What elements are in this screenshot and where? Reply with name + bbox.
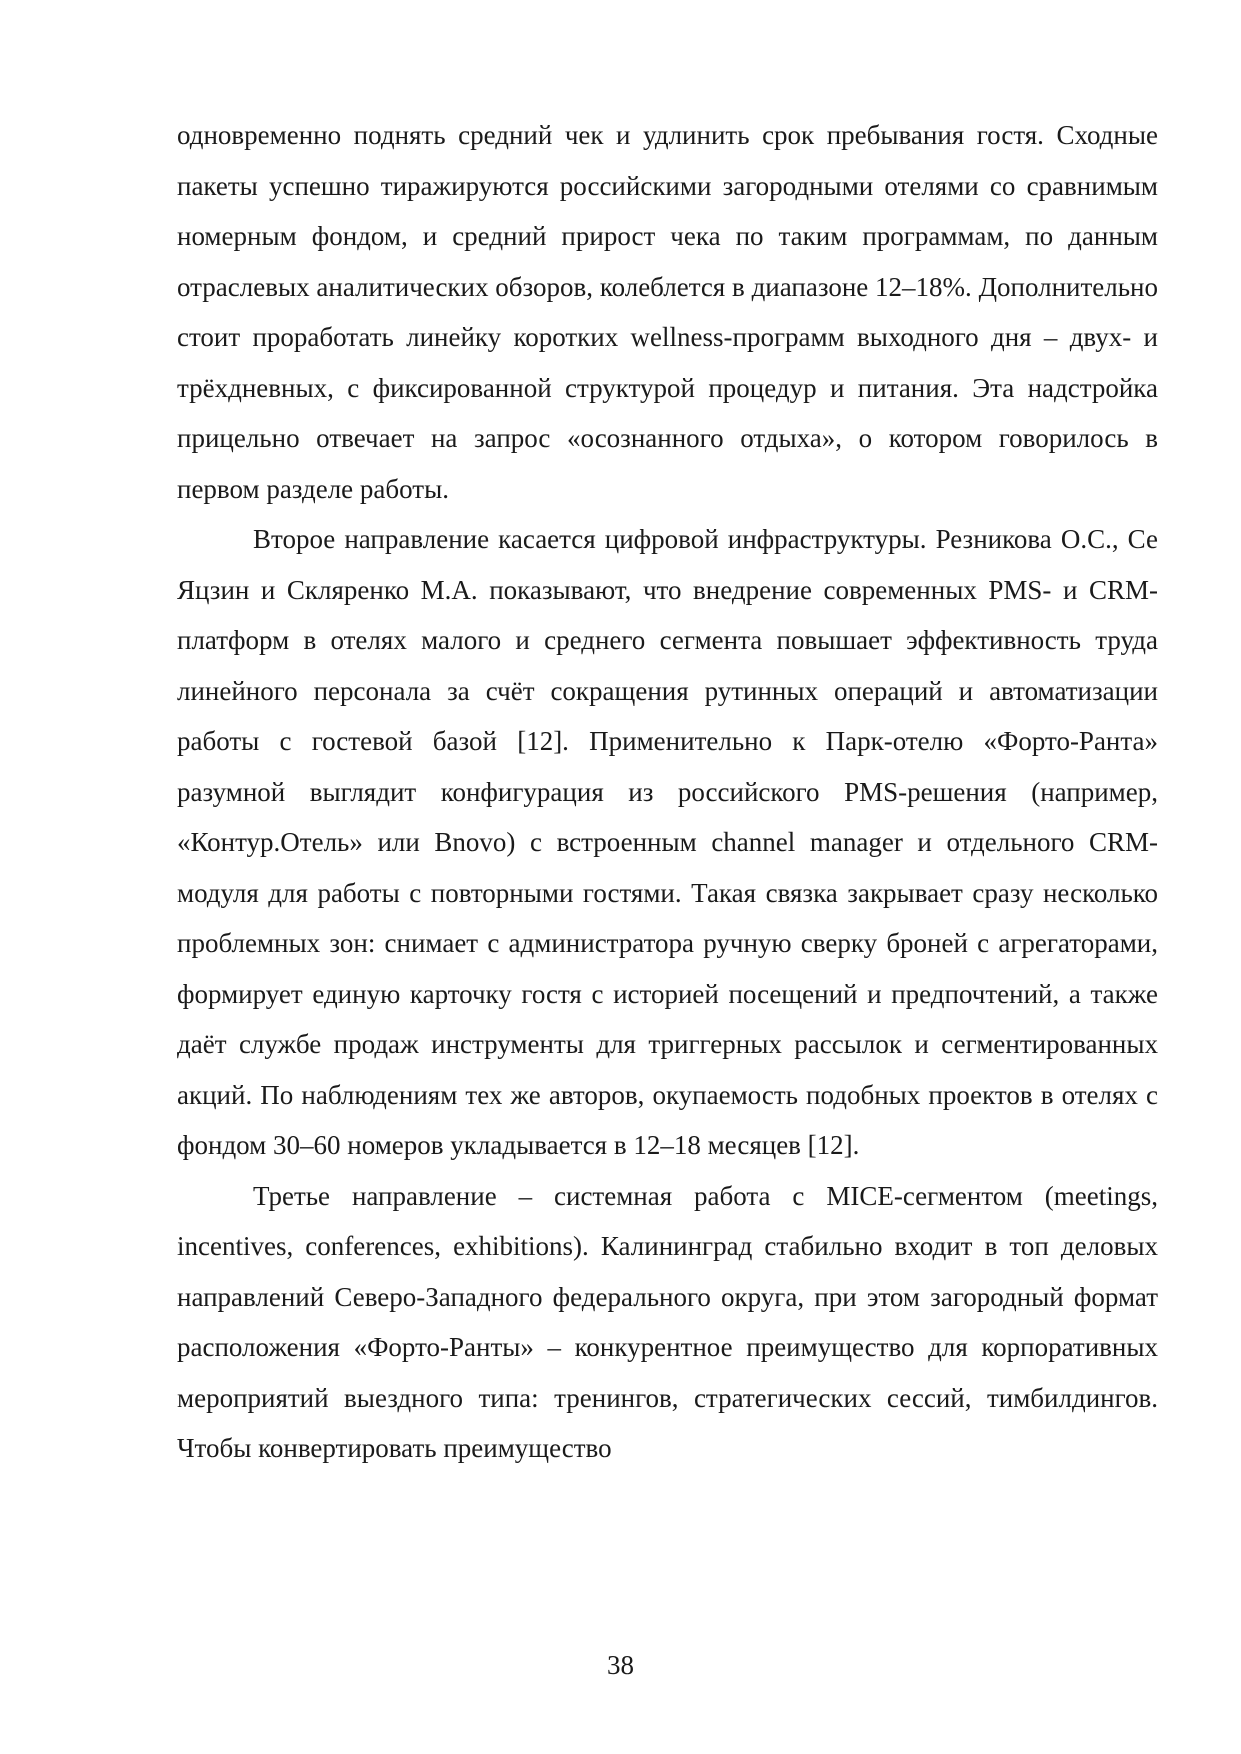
body-text xyxy=(177,110,1158,1474)
page-number: 38 xyxy=(607,1650,634,1680)
paragraph-3: Третье направление – системная работа с MICE-сегментом (meetings, incentives, conferences, exhibitions). Калининград стабильно входит в топ деловых направлений Северо-Западного федерального округа, при этом загородный формат расположения «Форто-Ранты» – конкурентное преимущество для корпоративных мероприятий выездного типа: тренингов, стратегических сессий, тимбилдингов. Чтобы конвертировать преимущество xyxy=(177,1180,1158,1463)
paragraph-1: одновременно поднять средний чек и удлинить срок пребывания гостя. Сходные пакеты успешно тиражируются российскими загородными отелями со сравнимым номерным фондом, и средний прирост чека по таким программам, по данным отраслевых аналитических обзоров, колеблется в диапазоне 12–18%. Дополнительно стоит проработать линейку коротких wellness-программ выходного дня – двух- и трёхдневных, с фиксированной структурой процедур и питания. Эта надстройка прицельно отвечает на запрос «осознанного отдыха», о котором говорилось в первом разделе работы. xyxy=(177,120,1158,504)
paragraph-2: Второе направление касается цифровой инфраструктуры. Резникова О.С., Се Яцзин и Скляренко М.А. показывают, что внедрение современных PMS- и CRM-платформ в отелях малого и среднего сегмента повышает эффективность труда линейного персонала за счёт сокращения рутинных операций и автоматизации работы с гостевой базой [12]. Применительно к Парк-отелю «Форто-Ранта» разумной выглядит конфигурация из российского PMS-решения (например, «Контур.Отель» или Bnovo) с встроенным channel manager и отдельного CRM-модуля для работы с повторными гостями. Такая связка закрывает сразу несколько проблемных зон: снимает с администратора ручную сверку броней с агрегаторами, формирует единую карточку гостя с историей посещений и предпочтений, а также даёт службе продаж инструменты для триггерных рассылок и сегментированных акций. По наблюдениям тех же авторов, окупаемость подобных проектов в отелях с фондом 30–60 номеров укладывается в 12–18 месяцев [12]. xyxy=(177,524,1158,1160)
